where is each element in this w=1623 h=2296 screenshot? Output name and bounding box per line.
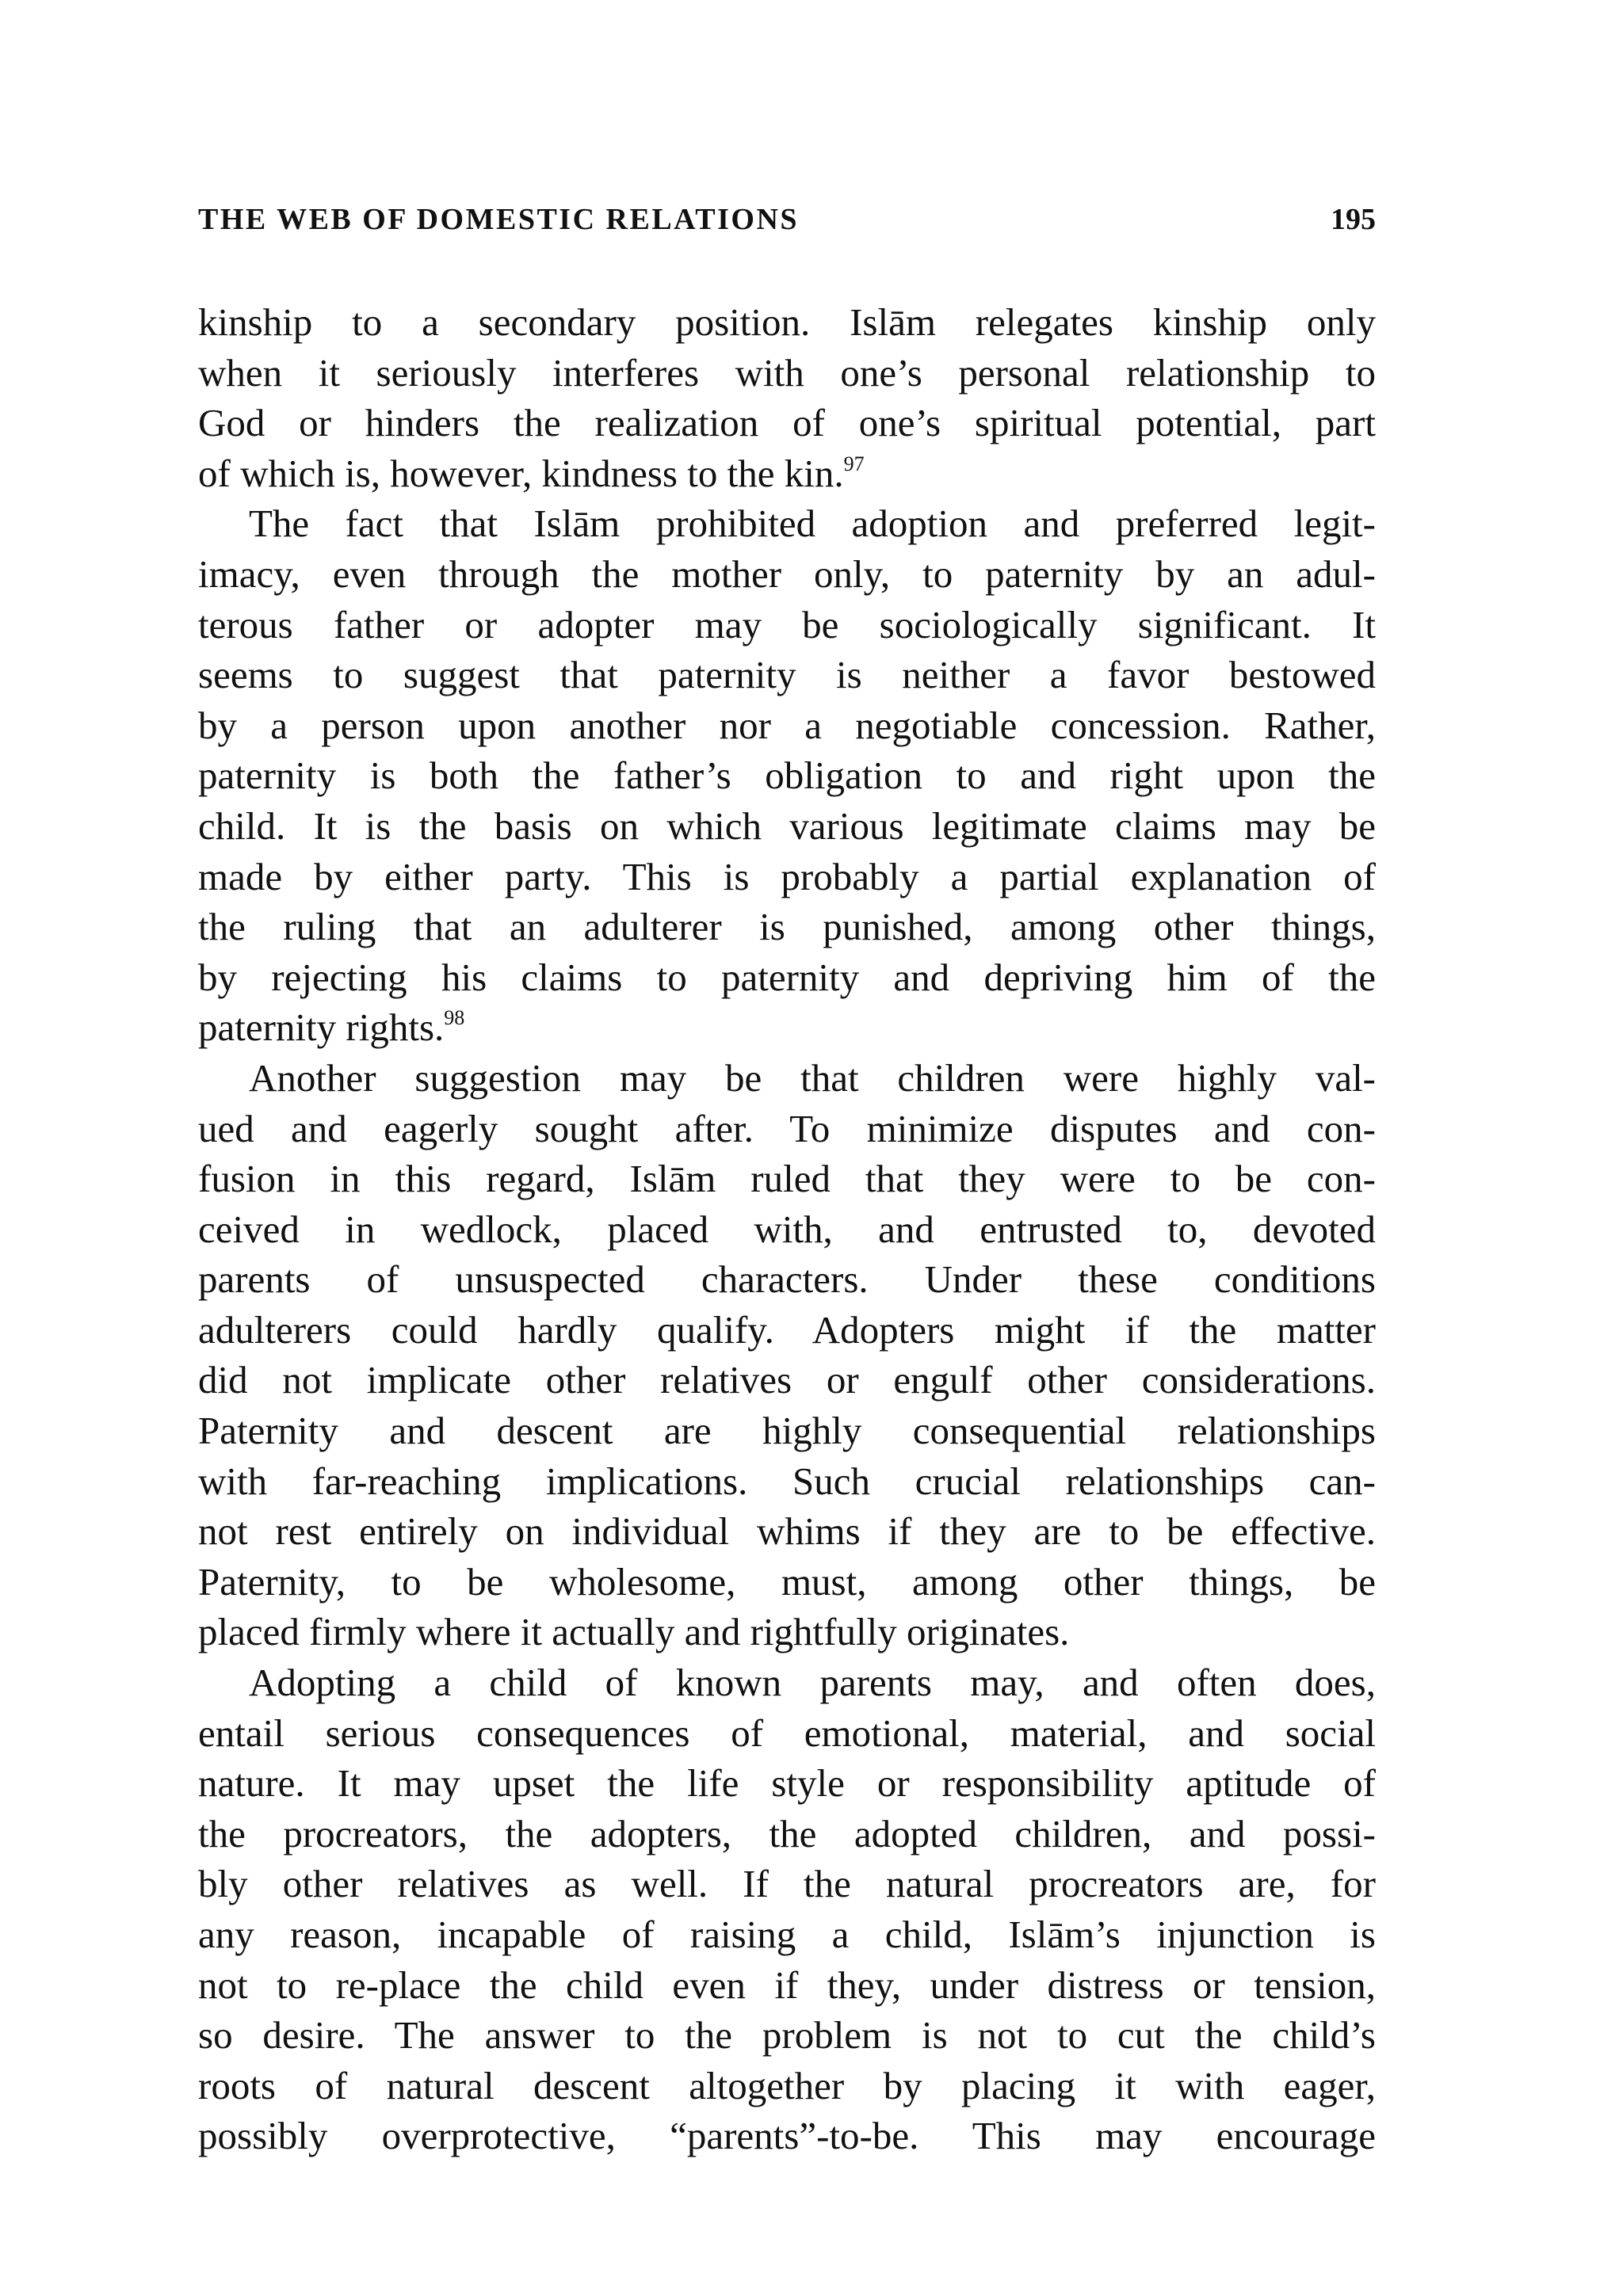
text-line: imacy, even through the mother only, to paternity by an adul- <box>198 551 1376 596</box>
text-line: bly other relatives as well. If the natural procreators are, for <box>198 1862 1376 1906</box>
page-number: 195 <box>1331 203 1376 236</box>
text-line: any reason, incapable of raising a child, Islām’s injunction is <box>198 1913 1376 1956</box>
text-line: paternity is both the father’s obligation to and right upon the <box>198 753 1376 798</box>
text-line: the procreators, the adopters, the adopted children, and possi- <box>198 1811 1376 1855</box>
text-line: by rejecting his claims to paternity and depriving him of the <box>198 955 1376 999</box>
text-line: The fact that Islām prohibited adoption and preferred legit- <box>249 502 1376 546</box>
text-line: Adopting a child of known parents may, and often does, <box>249 1661 1376 1705</box>
text-line: not rest entirely on individual whims if they are to be effective. <box>198 1509 1376 1554</box>
text-line: Paternity, to be wholesome, must, among other things, be <box>198 1559 1376 1604</box>
text-line: when it seriously interferes with one’s personal relationship to <box>198 350 1376 395</box>
text-line: possibly overprotective, “parents”-to-be. This may encourage <box>198 2114 1376 2158</box>
text-line: seems to suggest that paternity is neither a favor bestowed <box>198 653 1376 697</box>
text-line-content: of which is, however, kindness to the kin. <box>198 451 844 495</box>
footnote-ref-98: 98 <box>444 1006 465 1030</box>
body-text <box>198 297 1376 2161</box>
running-head-title: THE WEB OF DOMESTIC RELATIONS <box>198 203 800 236</box>
text-line <box>198 1002 1376 1053</box>
text-line: roots of natural descent altogether by placing it with eager, <box>198 2063 1376 2107</box>
text-line-content: paternity rights. <box>198 1005 445 1050</box>
text-line: the ruling that an adulterer is punished, among other things, <box>198 905 1376 949</box>
text-line: terous father or adopter may be sociologically significant. It <box>198 602 1376 646</box>
text-line <box>198 448 1376 499</box>
running-header <box>198 200 1376 239</box>
text-line: did not implicate other relatives or engulf other considerations. <box>198 1358 1376 1402</box>
text-line: ued and eagerly sought after. To minimize disputes and con- <box>198 1106 1376 1150</box>
text-line: child. It is the basis on which various legitimate claims may be <box>198 803 1376 848</box>
text-line: nature. It may upset the life style or responsibility aptitude of <box>198 1761 1376 1806</box>
text-line: so desire. The answer to the problem is not to cut the child’s <box>198 2013 1376 2058</box>
text-line: Another suggestion may be that children were highly val- <box>249 1055 1376 1100</box>
text-line: parents of unsuspected characters. Under these conditions <box>198 1257 1376 1302</box>
text-line: entail serious consequences of emotional, material, and social <box>198 1711 1376 1755</box>
footnote-ref-97: 97 <box>843 452 865 475</box>
text-line: kinship to a secondary position. Islām relegates kinship only <box>198 300 1376 344</box>
text-line: with far-reaching implications. Such crucial relationships can- <box>198 1459 1376 1503</box>
text-line: Paternity and descent are highly consequential relationships <box>198 1409 1376 1453</box>
text-line: not to re-place the child even if they, under distress or tension, <box>198 1962 1376 2007</box>
text-line: placed firmly where it actually and rightfully originates. <box>198 1610 1070 1654</box>
text-line: made by either party. This is probably a partial explanation of <box>198 854 1376 898</box>
text-line: ceived in wedlock, placed with, and entrusted to, devoted <box>198 1207 1376 1251</box>
text-line: fusion in this regard, Islām ruled that they were to be con- <box>198 1157 1376 1201</box>
text-line: adulterers could hardly qualify. Adopters might if the matter <box>198 1307 1376 1352</box>
text-line: by a person upon another nor a negotiable concession. Rather, <box>198 703 1376 747</box>
text-line: God or hinders the realization of one’s spiritual potential, part <box>198 401 1376 445</box>
